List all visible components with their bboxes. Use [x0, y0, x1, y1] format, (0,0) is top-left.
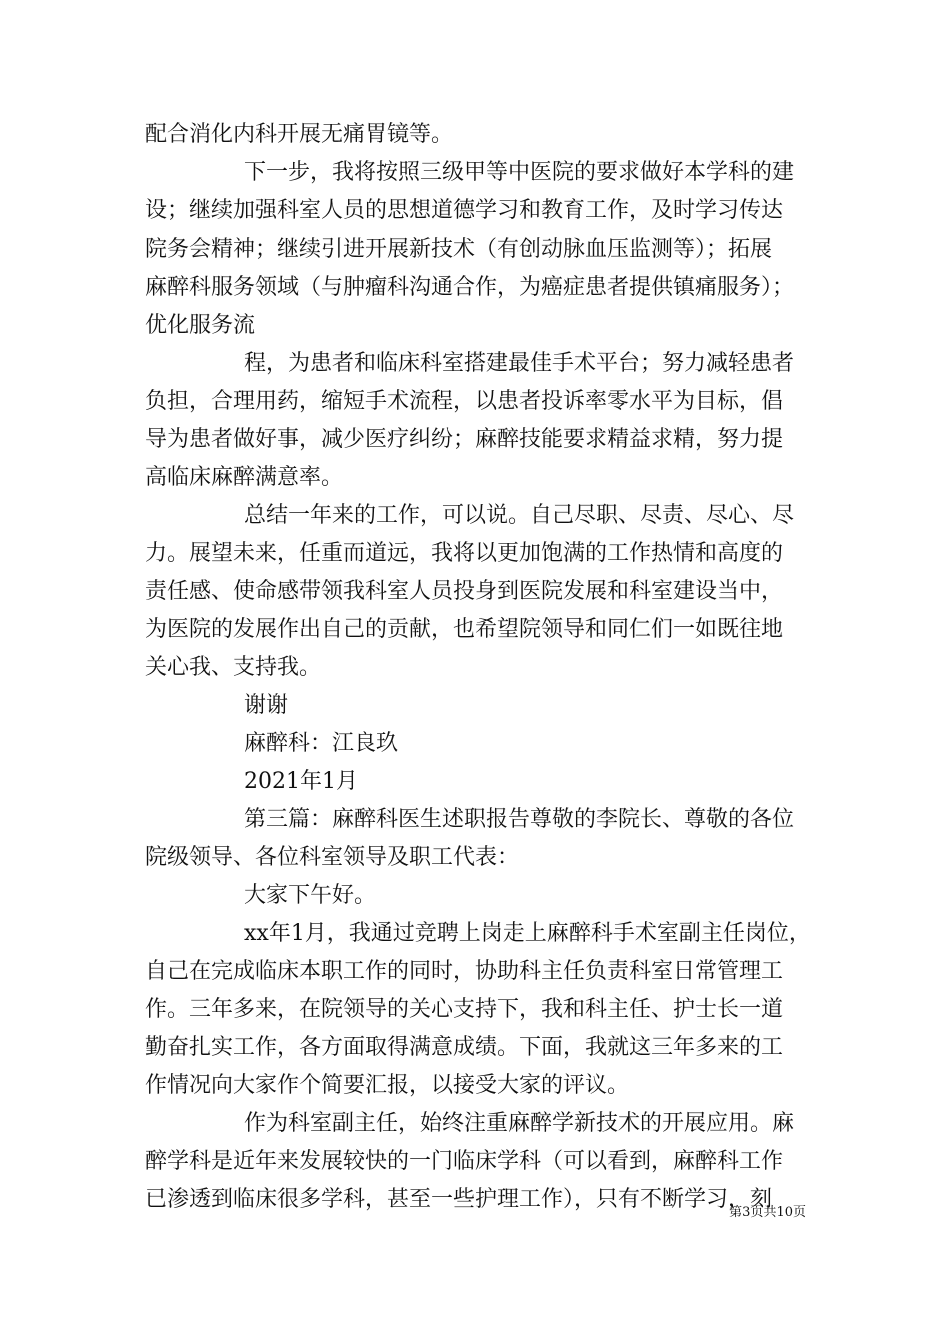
text-line: 为医院的发展作出自己的贡献，也希望院领导和同仁们一如既往地	[145, 617, 784, 642]
text-line: 责任感、使命感带领我科室人员投身到医院发展和科室建设当中，	[145, 579, 784, 604]
text-line: 设；继续加强科室人员的思想道德学习和教育工作，及时学习传达	[145, 198, 784, 223]
section-heading-line: 第三篇：麻醉科医生述职报告尊敬的李院长、尊敬的各位	[244, 807, 795, 832]
date-line: 2021年1月	[244, 769, 358, 794]
text-line: 作。三年多来，在院领导的关心支持下，我和科主任、护士长一道	[145, 997, 784, 1022]
text-line: 勤奋扎实工作，各方面取得满意成绩。下面，我就这三年多来的工	[145, 1035, 784, 1060]
text-line: 谢谢	[244, 693, 289, 718]
text-line: 麻醉科服务领域（与肿瘤科沟通合作，为癌症患者提供镇痛服务）；	[145, 275, 795, 300]
text-line: 醉学科是近年来发展较快的一门临床学科（可以看到，麻醉科工作	[145, 1149, 784, 1174]
text-line: 自己在完成临床本职工作的同时，协助科主任负责科室日常管理工	[145, 959, 784, 984]
text-line: 程，为患者和临床科室搭建最佳手术平台；努力减轻患者	[244, 351, 795, 376]
text-line: 导为患者做好事，减少医疗纠纷；麻醉技能要求精益求精，努力提	[145, 427, 784, 452]
text-line: 关心我、支持我。	[145, 655, 322, 680]
text-line: 院务会精神；继续引进开展新技术（有创动脉血压监测等）；拓展	[145, 237, 773, 262]
text-line: 力。展望未来，任重而道远，我将以更加饱满的工作热情和高度的	[145, 541, 784, 566]
text-line: 作情况向大家作个简要汇报，以接受大家的评议。	[145, 1073, 630, 1098]
text-line: 大家下午好。	[244, 883, 377, 908]
text-line: 已渗透到临床很多学科，甚至一些护理工作），只有不断学习，刻	[145, 1187, 773, 1212]
text-line: 院级领导、各位科室领导及职工代表：	[145, 845, 520, 870]
text-line: 高临床麻醉满意率。	[145, 465, 344, 490]
signature-line: 麻醉科：江良玖	[244, 731, 399, 756]
text-line: 负担，合理用药，缩短手术流程，以患者投诉率零水平为目标，倡	[145, 389, 784, 414]
text-line: 优化服务流	[145, 313, 256, 338]
text-line: 配合消化内科开展无痛胃镜等。	[145, 122, 454, 147]
page-number: 第3页共10页	[729, 1205, 806, 1220]
text-line: 下一步，我将按照三级甲等中医院的要求做好本学科的建	[244, 160, 795, 185]
text-line: 总结一年来的工作，可以说。自己尽职、尽责、尽心、尽	[244, 503, 795, 528]
text-line: 作为科室副主任，始终注重麻醉学新技术的开展应用。麻	[244, 1111, 795, 1136]
text-line: xx年1月，我通过竞聘上岗走上麻醉科手术室副主任岗位，	[244, 921, 811, 946]
